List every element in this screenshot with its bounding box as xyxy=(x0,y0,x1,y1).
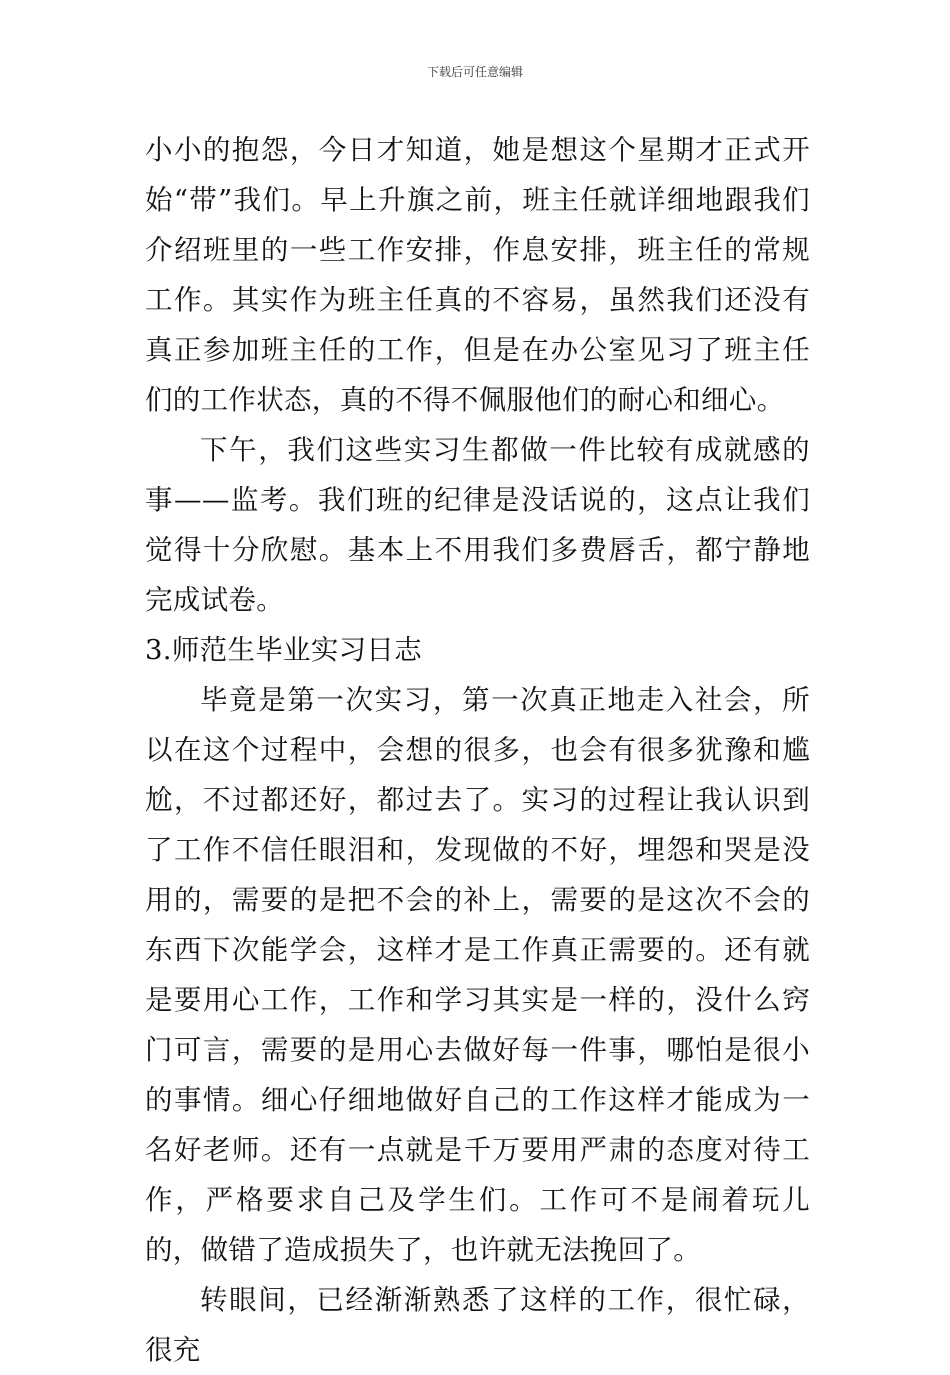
document-body xyxy=(145,125,810,1375)
paragraph-exam-proctoring: 下午，我们这些实习生都做一件比较有成就感的事——监考。我们班的纪律是没话说的，这点让我们觉得十分欣慰。基本上不用我们多费唇舌，都宁静地完成试卷。 xyxy=(145,434,810,616)
section-heading-internship-log: 3.师范生毕业实习日志 xyxy=(145,634,423,666)
paragraph-class-teacher: 小小的抱怨，今日才知道，她是想这个星期才正式开始“带”我们。早上升旗之前，班主任就详细地跟我们介绍班里的一些工作安排，作息安排，班主任的常规工作。其实作为班主任真的不容易，虽然我们还没有真正参加班主任的工作，但是在办公室见习了班主任们的工作状态，真的不得不佩服他们的耐心和细心。 xyxy=(145,134,810,416)
paragraph-first-internship: 毕竟是第一次实习，第一次真正地走入社会，所以在这个过程中，会想的很多，也会有很多犹豫和尴尬，不过都还好，都过去了。实习的过程让我认识到了工作不信任眼泪和，发现做的不好，埋怨和哭是没用的，需要的是把不会的补上，需要的是这次不会的东西下次能学会，这样才是工作真正需要的。还有就是要用心工作，工作和学习其实是一样的，没什么窍门可言，需要的是用心去做好每一件事，哪怕是很小的事情。细心仔细地做好自己的工作这样才能成为一名好老师。还有一点就是千万要用严肃的态度对待工作，严格要求自己及学生们。工作可不是闹着玩儿的，做错了造成损失了，也许就无法挽回了。 xyxy=(145,684,810,1266)
paragraph-getting-familiar: 转眼间，已经渐渐熟悉了这样的工作，很忙碌，很充 xyxy=(145,1284,810,1366)
page-header: 下载后可任意编辑 xyxy=(426,65,523,79)
